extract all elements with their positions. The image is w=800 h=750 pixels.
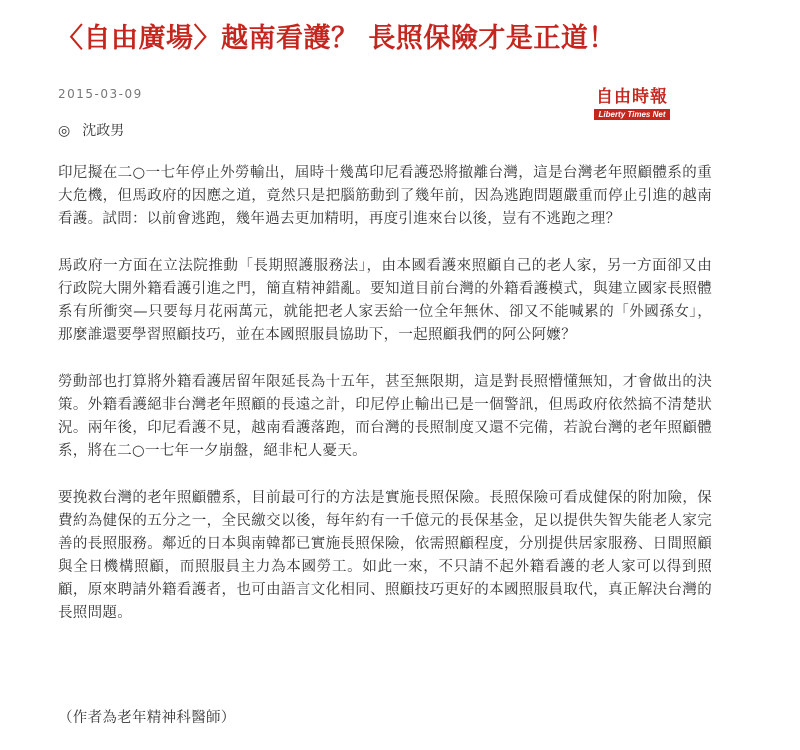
article-body	[58, 162, 712, 649]
liberty-times-logo[interactable]	[590, 86, 674, 126]
logo-chinese-name: 自由時報	[596, 87, 668, 107]
article-paragraph: 印尼擬在二○一七年停止外勞輸出，屆時十幾萬印尼看護恐將撤離台灣，這是台灣老年照顧體系的重大危機，但馬政府的因應之道，竟然只是把腦筋動到了幾年前，因為逃跑問題嚴重而停止引進的越南看護。試問：以前會逃跑，幾年過去更加精明，再度引進來台以後，豈有不逃跑之理？	[58, 165, 712, 227]
article-paragraph: 勞動部也打算將外籍看護居留年限延長為十五年，甚至無限期，這是對長照懵懂無知，才會做出的決策。外籍看護絕非台灣老年照顧的長遠之計，印尼停止輸出已是一個警訊，但馬政府依然搞不清楚狀況。兩年後，印尼看護不見，越南看護落跑，而台灣的長照制度又還不完備，若說台灣的老年照顧體系，將在二○一七年一夕崩盤，絕非杞人憂天。	[58, 374, 712, 459]
article-paragraph: 馬政府一方面在立法院推動「長期照護服務法」，由本國看護來照顧自己的老人家，另一方面卻又由行政院大開外籍看護引進之門，簡直精神錯亂。要知道目前台灣的外籍看護模式，與建立國家長照體系有所衝突—只要每月花兩萬元，就能把老人家丟給一位全年無休、卻又不能喊累的「外國孫女」，那麼誰還要學習照顧技巧，並在本國照服員協助下，一起照顧我們的阿公阿嬤？	[58, 258, 712, 343]
author-name: 沈政男	[82, 123, 125, 139]
author-line	[58, 121, 124, 141]
publish-date: 2015-03-09	[58, 87, 143, 101]
author-note: （作者為老年精神科醫師）	[58, 710, 236, 726]
logo-english-name: Liberty Times Net	[594, 109, 670, 120]
article-title: 〈自由廣場〉越南看護？ 長照保險才是正道！	[56, 23, 616, 54]
article-paragraph: 要挽救台灣的老年照顧體系，目前最可行的方法是實施長照保險。長照保險可看成健保的附加險，保費約為健保的五分之一，全民繳交以後，每年約有一千億元的長保基金，足以提供失智失能老人家完善的長照服務。鄰近的日本與南韓都已實施長照保險，依需照顧程度，分別提供居家服務、日間照顧與全日機構照顧，而照服員主力為本國勞工。如此一來，不只請不起外籍看護的老人家可以得到照顧，原來聘請外籍看護者，也可由語言文化相同、照顧技巧更好的本國照服員取代，真正解決台灣的長照問題。	[58, 490, 712, 621]
copyright-icon: ◎	[58, 123, 71, 139]
